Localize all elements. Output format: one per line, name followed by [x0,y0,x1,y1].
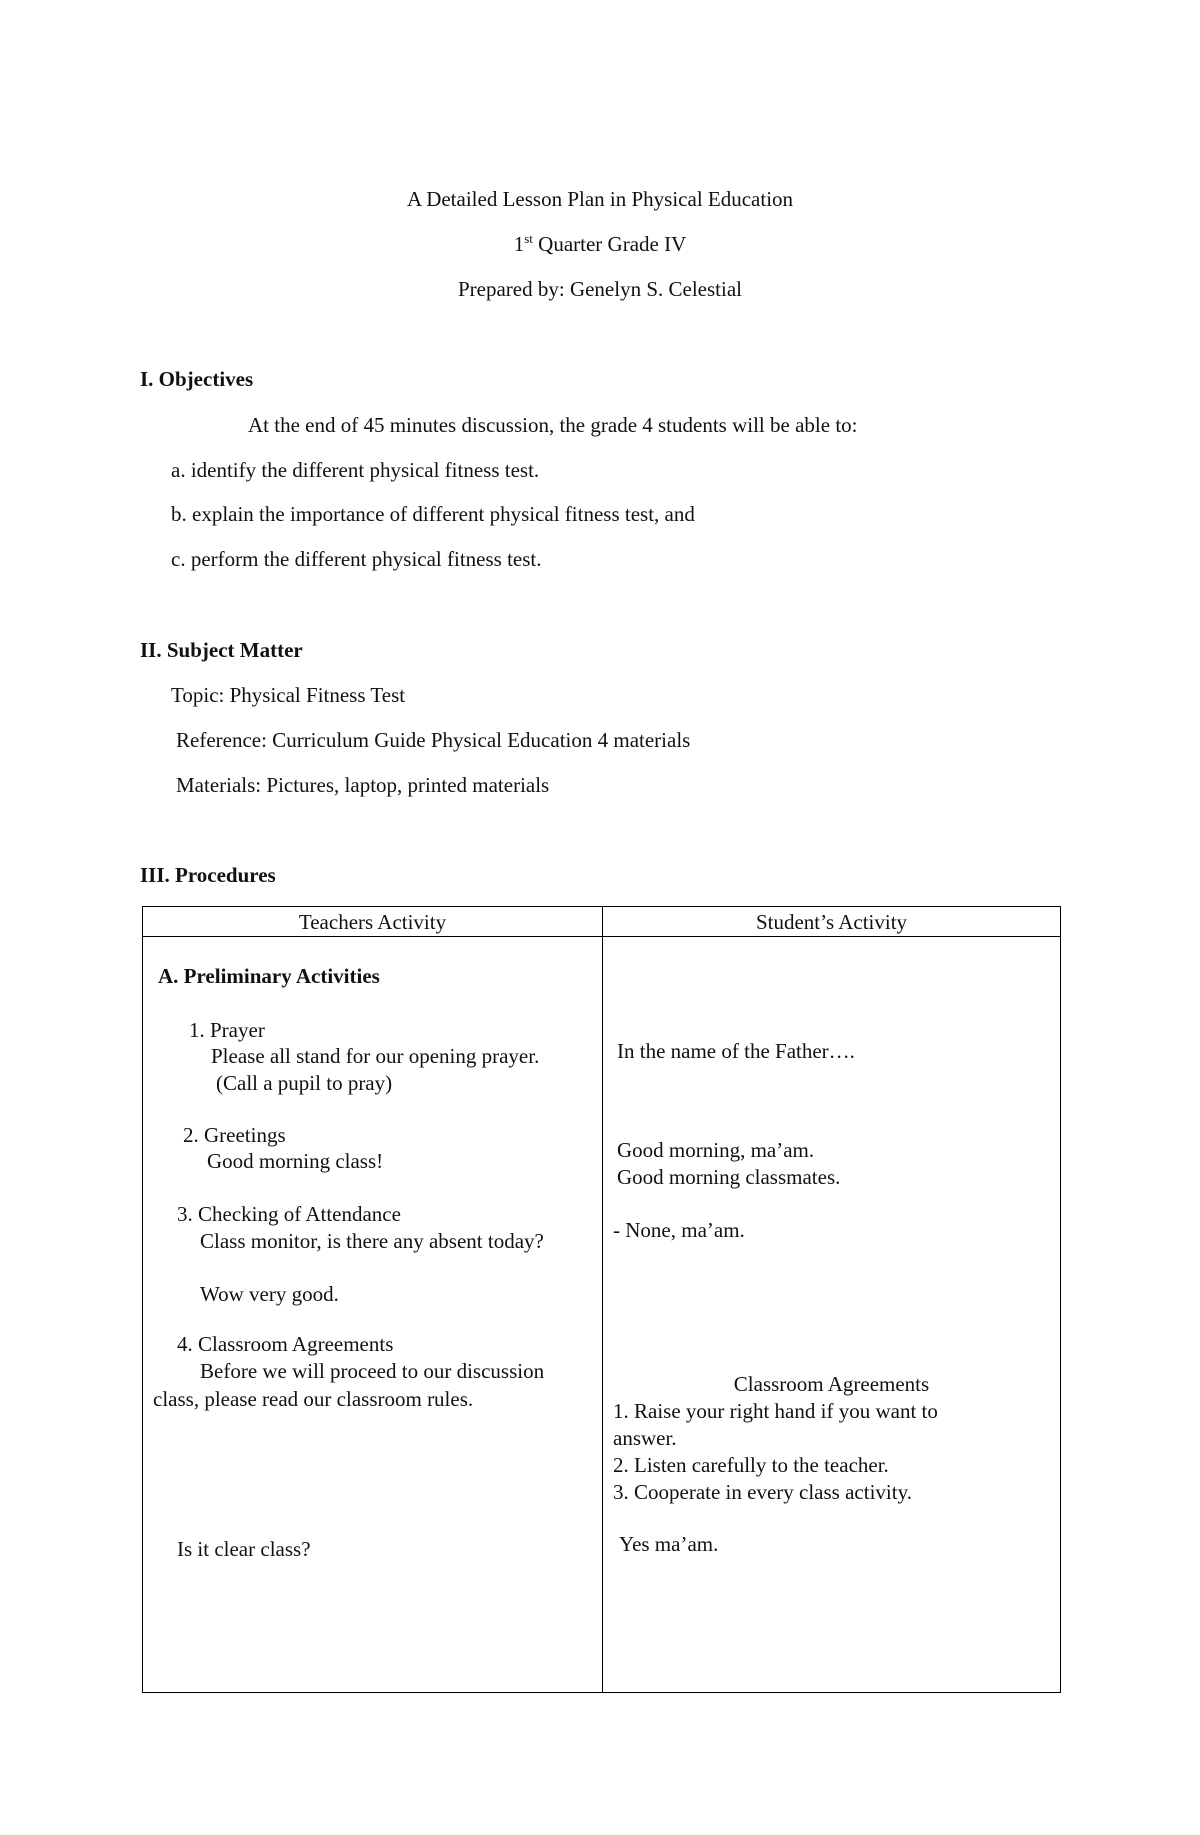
attendance-title: 3. Checking of Attendance [177,1202,401,1226]
student-activity-header: Student’s Activity [755,910,908,934]
subject-materials: Materials: Pictures, laptop, printed materials [176,773,550,797]
objective-item: a. identify the different physical fitness test. [171,458,540,482]
objective-item: c. perform the different physical fitness test. [171,547,542,571]
procedures-table [142,906,1061,1693]
agreement-rule-3: 3. Cooperate in every class activity. [613,1480,912,1504]
prayer-title: 1. Prayer [189,1018,265,1042]
agreement-rule-2: 2. Listen carefully to the teacher. [613,1453,889,1477]
objectives-heading: I. Objectives [140,367,254,391]
column-divider [602,907,603,1692]
prayer-instruction: Please all stand for our opening prayer. [211,1044,540,1068]
preliminary-activities-heading: A. Preliminary Activities [158,964,380,988]
quarter-ordinal-suffix: st [524,231,533,246]
document-title: A Detailed Lesson Plan in Physical Education [406,187,794,211]
agreements-instruction-line1: Before we will proceed to our discussion [200,1359,545,1383]
greeting-response-line2: Good morning classmates. [617,1165,841,1189]
quarter-number: 1 [513,232,525,256]
attendance-praise: Wow very good. [200,1282,339,1306]
student-agreements-title: Classroom Agreements [733,1372,930,1396]
prayer-response: In the name of the Father…. [617,1039,855,1063]
subject-matter-heading: II. Subject Matter [140,638,303,662]
teacher-activity-header: Teachers Activity [298,910,447,934]
greetings-line: Good morning class! [207,1149,384,1173]
prepared-by: Prepared by: Genelyn S. Celestial [457,277,742,301]
greetings-title: 2. Greetings [183,1123,286,1147]
procedures-heading: III. Procedures [140,863,276,887]
prayer-note: (Call a pupil to pray) [216,1071,393,1095]
subject-reference: Reference: Curriculum Guide Physical Education 4 materials [176,728,691,752]
agreement-rule-1-line1: 1. Raise your right hand if you want to [613,1399,938,1423]
header-divider [143,936,1060,937]
quarter-grade-line [0,232,1200,257]
agreement-rule-1-line2: answer. [613,1426,677,1450]
clear-response: Yes ma’am. [619,1532,719,1556]
objective-item: b. explain the importance of different physical fitness test, and [171,502,695,526]
agreements-title: 4. Classroom Agreements [177,1332,394,1356]
attendance-question: Class monitor, is there any absent today? [200,1229,544,1253]
subject-topic: Topic: Physical Fitness Test [171,683,406,707]
agreements-instruction-line2: class, please read our classroom rules. [153,1387,474,1411]
clear-question: Is it clear class? [177,1537,311,1561]
greeting-response-line1: Good morning, ma’am. [617,1138,815,1162]
attendance-response: - None, ma’am. [613,1218,745,1242]
quarter-grade-text: Quarter Grade IV [532,232,687,256]
objectives-intro: At the end of 45 minutes discussion, the grade 4 students will be able to: [248,413,858,437]
